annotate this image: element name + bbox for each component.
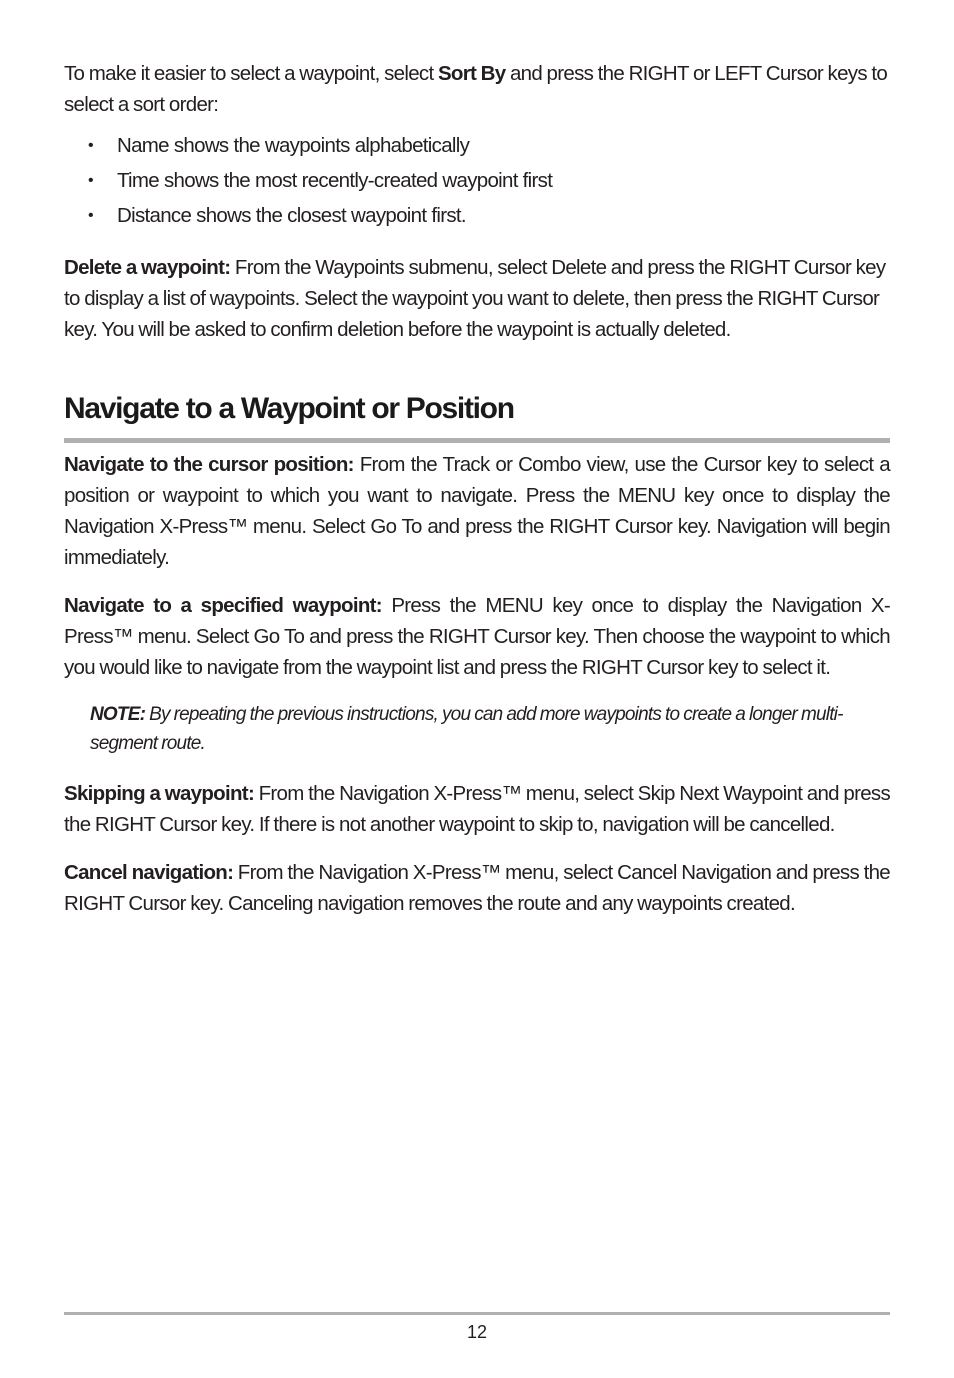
section-title: Navigate to a Waypoint or Position bbox=[64, 392, 514, 425]
intro-text-1: To make it easier to select a waypoint, select bbox=[64, 62, 438, 85]
page-content bbox=[64, 58, 890, 919]
sort-options-list bbox=[64, 128, 890, 233]
list-item bbox=[64, 198, 890, 233]
skipping-waypoint-paragraph bbox=[64, 778, 890, 840]
cursor-position-label: Navigate to the cursor position: bbox=[64, 453, 354, 476]
intro-paragraph bbox=[64, 58, 890, 120]
specified-waypoint-text: Press the MENU key once to display the Navigation X-Press™ menu. Select Go To and press the RIGHT Cursor key. Then choose the waypoint to which you would like to navigate from the waypoint list and press the RIGHT Cursor key to select it. bbox=[64, 594, 890, 679]
page-number: 12 bbox=[466, 1322, 488, 1342]
note-paragraph bbox=[90, 700, 890, 758]
skipping-waypoint-text: From the Navigation X-Press™ menu, select Skip Next Waypoint and press the RIGHT Cursor key. If there is not another waypoint to skip to, navigation will be cancelled. bbox=[64, 782, 891, 836]
bullet-icon: • bbox=[88, 207, 93, 224]
note-label: NOTE: bbox=[90, 704, 146, 725]
footer-divider bbox=[64, 1312, 890, 1315]
specified-waypoint-paragraph bbox=[64, 590, 890, 683]
sort-by-term: Sort By bbox=[437, 62, 506, 85]
delete-waypoint-label: Delete a waypoint: bbox=[64, 256, 231, 279]
list-item-text: Time shows the most recently-created waypoint first bbox=[117, 169, 553, 192]
cancel-navigation-paragraph bbox=[64, 857, 890, 919]
note-text: By repeating the previous instructions, you can add more waypoints to create a longer multi-segment route. bbox=[90, 704, 843, 754]
cancel-navigation-text: From the Navigation X-Press™ menu, select Cancel Navigation and press the RIGHT Cursor key. Canceling navigation removes the route and any waypoints created. bbox=[64, 861, 890, 915]
specified-waypoint-label: Navigate to a specified waypoint: bbox=[64, 594, 382, 617]
delete-waypoint-paragraph bbox=[64, 252, 890, 345]
list-item-text: Name shows the waypoints alphabetically bbox=[117, 134, 470, 157]
skipping-waypoint-label: Skipping a waypoint: bbox=[64, 782, 255, 805]
list-item-text: Distance shows the closest waypoint first. bbox=[117, 204, 466, 227]
delete-waypoint-text: From the Waypoints submenu, select Delete and press the RIGHT Cursor key to display a list of waypoints. Select the waypoint you want to delete, then press the RIGHT Cursor key. You will be asked to confirm deletion before the waypoint is actually deleted. bbox=[64, 256, 886, 341]
section-divider bbox=[64, 438, 890, 443]
cursor-position-text: From the Track or Combo view, use the Cursor key to select a position or waypoint to which you want to navigate. Press the MENU key once to display the Navigation X-Press™ menu. Select Go To and press the RIGHT Cursor key. Navigation will begin immediately. bbox=[64, 453, 890, 569]
cursor-position-paragraph bbox=[64, 449, 890, 573]
intro-text-2: and press the RIGHT or LEFT Cursor keys to select a sort order: bbox=[64, 62, 888, 116]
bullet-icon: • bbox=[88, 137, 93, 154]
list-item bbox=[64, 163, 890, 198]
list-item bbox=[64, 128, 890, 163]
cancel-navigation-label: Cancel navigation: bbox=[64, 861, 234, 884]
bullet-icon: • bbox=[88, 172, 93, 189]
